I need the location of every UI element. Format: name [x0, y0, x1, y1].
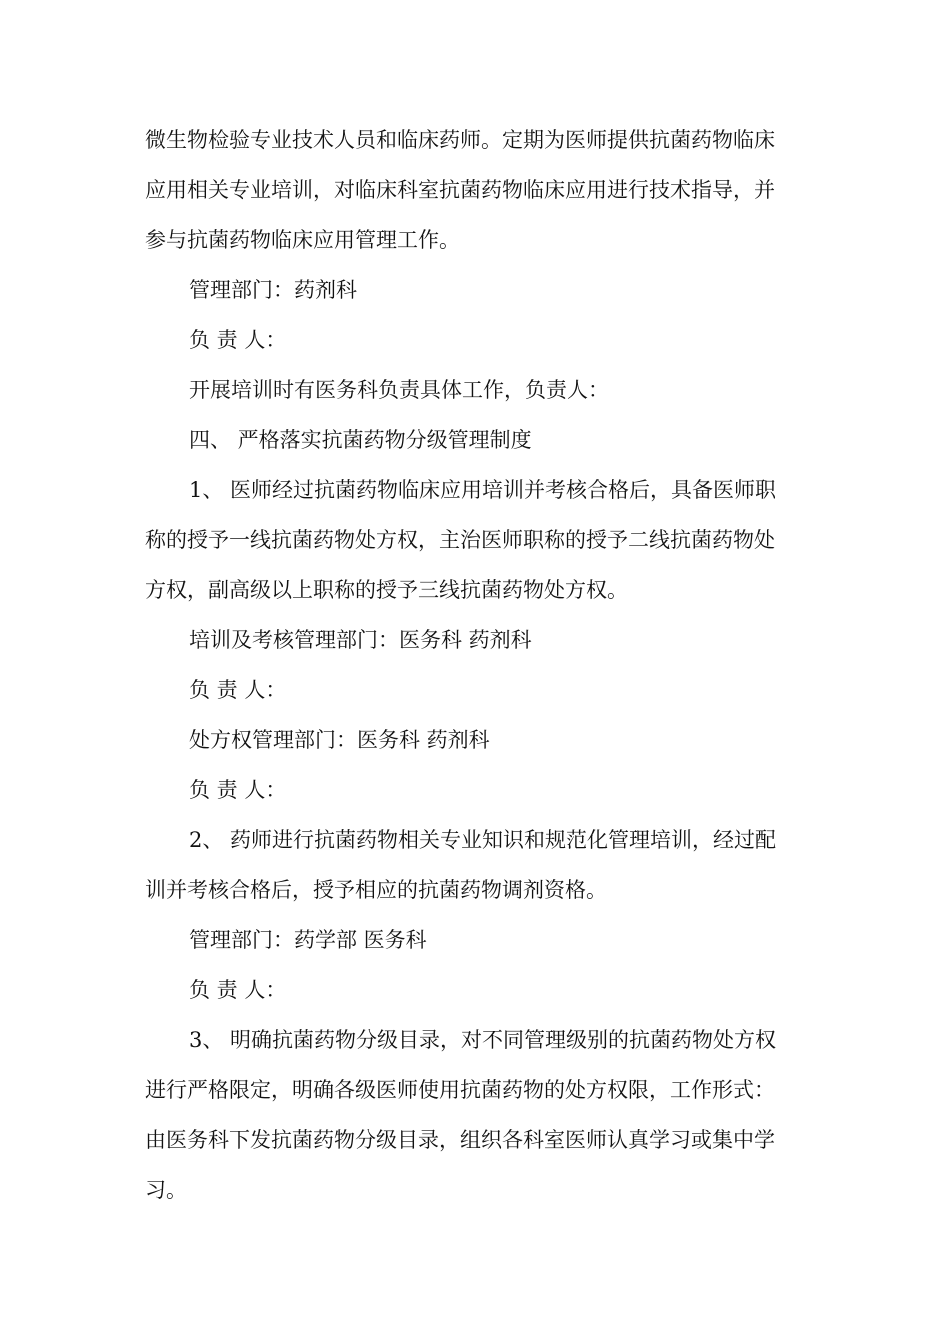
department-line: 处方权管理部门：医务科 药剂科 — [189, 728, 490, 752]
numbered-item-line: 1、 医师经过抗菌药物临床应用培训并考核合格后，具备医师职 — [189, 478, 777, 502]
responsible-person-line: 负 责 人： — [189, 778, 287, 802]
body-text-line: 方权，副高级以上职称的授予三线抗菌药物处方权。 — [145, 578, 628, 602]
body-text-line: 开展培训时有医务科负责具体工作，负责人： — [189, 378, 609, 402]
responsible-person-line: 负 责 人： — [189, 678, 287, 702]
body-text-line: 习。 — [145, 1178, 187, 1202]
body-text-line: 微生物检验专业技术人员和临床药师。定期为医师提供抗菌药物临床 — [145, 128, 775, 152]
numbered-item-line: 2、 药师进行抗菌药物相关专业知识和规范化管理培训，经过配 — [189, 828, 777, 852]
numbered-item-line: 3、 明确抗菌药物分级目录，对不同管理级别的抗菌药物处方权 — [189, 1028, 777, 1052]
department-line: 管理部门：药学部 医务科 — [189, 928, 427, 952]
responsible-person-line: 负 责 人： — [189, 978, 287, 1002]
document-body — [145, 115, 810, 1215]
body-text-line: 参与抗菌药物临床应用管理工作。 — [145, 228, 460, 252]
section-heading: 四、 严格落实抗菌药物分级管理制度 — [189, 428, 532, 452]
body-text-line: 应用相关专业培训，对临床科室抗菌药物临床应用进行技术指导，并 — [145, 178, 775, 202]
body-text-line: 称的授予一线抗菌药物处方权，主治医师职称的授予二线抗菌药物处 — [145, 528, 775, 552]
body-text-line: 进行严格限定，明确各级医师使用抗菌药物的处方权限，工作形式： — [145, 1078, 775, 1102]
body-text-line: 由医务科下发抗菌药物分级目录，组织各科室医师认真学习或集中学 — [145, 1128, 775, 1152]
department-line: 管理部门：药剂科 — [189, 278, 357, 302]
body-text-line: 训并考核合格后，授予相应的抗菌药物调剂资格。 — [145, 878, 607, 902]
department-line: 培训及考核管理部门：医务科 药剂科 — [189, 628, 532, 652]
responsible-person-line: 负 责 人： — [189, 328, 287, 352]
